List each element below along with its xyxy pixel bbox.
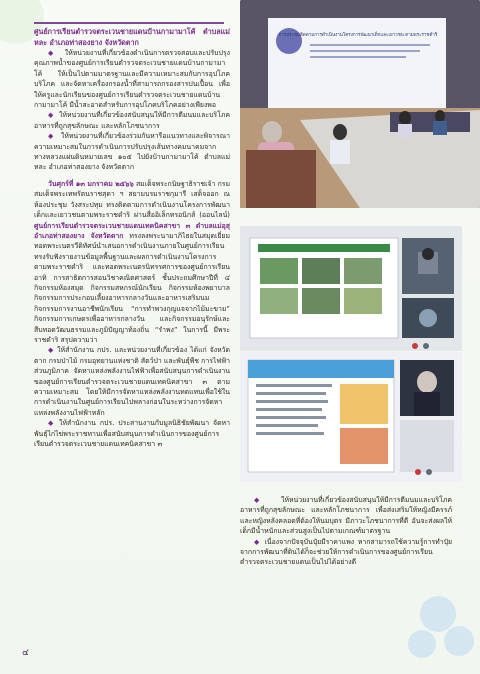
diamond-bullet-icon: ◆ <box>48 419 56 428</box>
main-text-2: ทรงลงพระนามาภิไธยในสมุดเยี่ยม ทอดพระเนตรวีดิทัศน์นำเสนอการดำเนินงานภายในศูนย์การเรียนทรงรับฟังรายงานข้อมูลพื้นฐานและผลการดำเนินงานโครงการตามพระราชดำริ และทอดพระเนตรนิทรรศการของศูนย์การเรียน อาทิ การสาธิตการสอนวิชาคณิตศาสตร์ ชั้นประถมศึกษาปีที่ ๔ กิจกรรมห้องสมุด กิจกรรมสหกรณ์นักเรียน กิจกรรมห้องพยาบาล กิจกรรมการประกอบเลี้ยงอาหารกลางวันและอาหารเสริมนม กิจกรรมการงานอาชีพนักเรียน “การทำพวงกุญแจจากไม้มะขาม” กิจกรรมการเกษตรเพื่ออาหารกลางวัน และกิจกรรมอนุรักษ์และสืบทอดวัฒนธรรมและภูมิปัญญาท้องถิ่น “รำพง” ในการนี้ มีพระราชดำริ สรุปความว่า <box>34 231 231 344</box>
deco-circle <box>420 596 456 632</box>
main-text-1: สมเด็จพระกนิษฐาธิราชเจ้า กรมสมเด็จพระเทพรัตนราชสุดา ฯ สยามบรมราชกุมารี เสด็จออก ณ ห้องประชุม วังสระปทุม ทรงติดตามการดำเนินงานโครงการพัฒนาเด็กและเยาวชนตามพระราชดำริ ผ่านสื่ออิเล็กทรอนิกส์ (ออนไลน์) <box>34 179 230 220</box>
bullet-paragraph <box>34 418 230 449</box>
deco-circle <box>444 626 474 656</box>
bullet-text: ให้หน่วยงานที่เกี่ยวข้องดำเนินการตรวจสอบและปรับปรุงคุณภาพน้ำของศูนย์การเรียนตำรวจตระเวนชายแดนบ้านกามามาโค้ ให้เป็นไปตามมาตรฐานและมีความเหมาะสมกับการอุปโภคบริโภค และจัดหาเครื่องกรองน้ำที่สามารถกรองสารปนเปื้อน เพื่อให้ครูและนักเรียนของศูนย์การเรียนตำรวจตระเวนชายแดนบ้านกามามาโค้ มีน้ำสะอาดสำหรับการอุปโภคบริโภคอย่างเพียงพอ <box>34 49 230 110</box>
header-rule <box>34 22 224 24</box>
bullet-text: ให้สำนักงาน กปร. ประสานงานกับมูลนิธิชัยพัฒนา จัดหาพันธุ์ไก่ไข่พระราชทานเพื่อสนับสนุนการดำเนินการของศูนย์การเรียนตำรวจตระเวนชายแดนเทคนิคสาขา ๓ <box>34 419 230 449</box>
video-conference-photo <box>240 226 462 351</box>
video-conference-illustration <box>240 226 462 351</box>
diamond-bullet-icon: ◆ <box>48 49 58 57</box>
bullet-text: ให้หน่วยงานที่เกี่ยวข้องสนับสนุนให้มีการตีมนมและบริโภคอาหารที่ถูกสุขลักษณะ และหลักโภชนาการ เพื่อส่งเสริมให้หญิงมีครรภ์และหญิงหลังคลอดที่ต้องให้นมบุตร มีภาวะโภชนาการที่ดี อันจะส่งผลให้เด็กมีน้ำหนักและส่วนสูงเป็นไปตามเกณฑ์มาตรฐาน <box>240 496 452 536</box>
section-title: ศูนย์การเรียนตำรวจตระเวนชายแดนบ้านกามามาโค้ ตำบลแม่หละ อำเภอท่าสองยาง จังหวัดตาก <box>34 27 230 47</box>
diamond-bullet-icon: ◆ <box>48 111 56 120</box>
deco-circle <box>408 630 436 658</box>
bullet-text: ให้สำนักงาน กปร. และหน่วยงานที่เกี่ยวข้อง ได้แก่ จังหวัดตาก กรมป่าไม้ กรมอุทยานแห่งชาติ สัตว์ป่า และพันธุ์พืช การไฟฟ้าส่วนภูมิภาค จัดหาแหล่งพลังงานไฟฟ้าเพื่อสนับสนุนการดำเนินงานของศูนย์การเรียนตำรวจตระเวนชายแดนเทคนิคสาขา ๓ ตามความเหมาะสม โดยให้มีการจัดหาแหล่งพลังงานทดแทนเพื่อใช้ในการดำเนินงานในศูนย์การเรียนไปพลางก่อนในระหว่างการจัดหาแหล่งพลังงานไฟฟ้าหลัก <box>34 346 230 417</box>
diamond-bullet-icon: ◆ <box>48 346 55 355</box>
slide-presentation-illustration <box>240 352 462 482</box>
bullet-paragraph <box>240 495 452 537</box>
bullet-paragraph <box>34 48 230 110</box>
page-number: ๔ <box>22 648 29 658</box>
diamond-bullet-icon: ◆ <box>48 132 57 141</box>
bullet-paragraph <box>34 131 230 173</box>
bullet-paragraph <box>240 537 452 568</box>
circle-decoration <box>400 590 480 674</box>
diamond-bullet-icon: ◆ <box>254 537 261 546</box>
bullet-text: ให้หน่วยงานที่เกี่ยวข้องร่วมกันหารือแนวทางและพิจารณาความเหมาะสมในการดำเนินการปรับปรุงเส้นทางคมนาคมจากทางหลวงแผ่นดินหมายเลข ๑๐๕ ไปยังบ้านกามามาโค้ ตำบลแม่หละ อำเภอท่าสองยาง จังหวัดตาก <box>34 132 230 172</box>
banner-text: การประชุมติดตามการดำเนินงานโครงการพัฒนาเด็กและเยาวชน ตามพระราชดำริ <box>278 33 438 38</box>
school-name: ศูนย์การเรียนตำรวจตระเวนชายแดนเทคนิคสาขา ๓ ตำบลแม่อุสุ อำเภอท่าสองยาง จังหวัดตาก <box>34 221 230 240</box>
bullet-text: เนื่องจากปัจจุบันปุ๋ยมีราคาแพง หากสามารถใช้ความรู้การทำปุ๋ยจากการพัฒนาที่ดินได้ก็จะช่วยให้การดำเนินการของศูนย์การเรียนตำรวจตระเวนชายแดนเป็นไปได้อย่างดี <box>240 537 452 567</box>
bullet-text: ให้หน่วยงานที่เกี่ยวข้องสนับสนุนให้มีการตีมนมและบริโภคอาหารที่ถูกสุขลักษณะ และหลักโภชนาการ <box>34 111 230 130</box>
right-column <box>240 495 452 568</box>
bullet-paragraph <box>34 345 230 418</box>
meeting-photo <box>240 0 480 208</box>
meeting-illustration <box>240 0 480 208</box>
diamond-bullet-icon: ◆ <box>254 496 270 504</box>
main-paragraph <box>34 179 230 346</box>
slide-presentation-photo <box>240 352 462 482</box>
date-lead: วันศุกร์ที่ ๑๓ มกราคม ๒๕๖๖ <box>48 179 134 188</box>
bullet-paragraph <box>34 110 230 131</box>
left-column <box>34 22 230 449</box>
